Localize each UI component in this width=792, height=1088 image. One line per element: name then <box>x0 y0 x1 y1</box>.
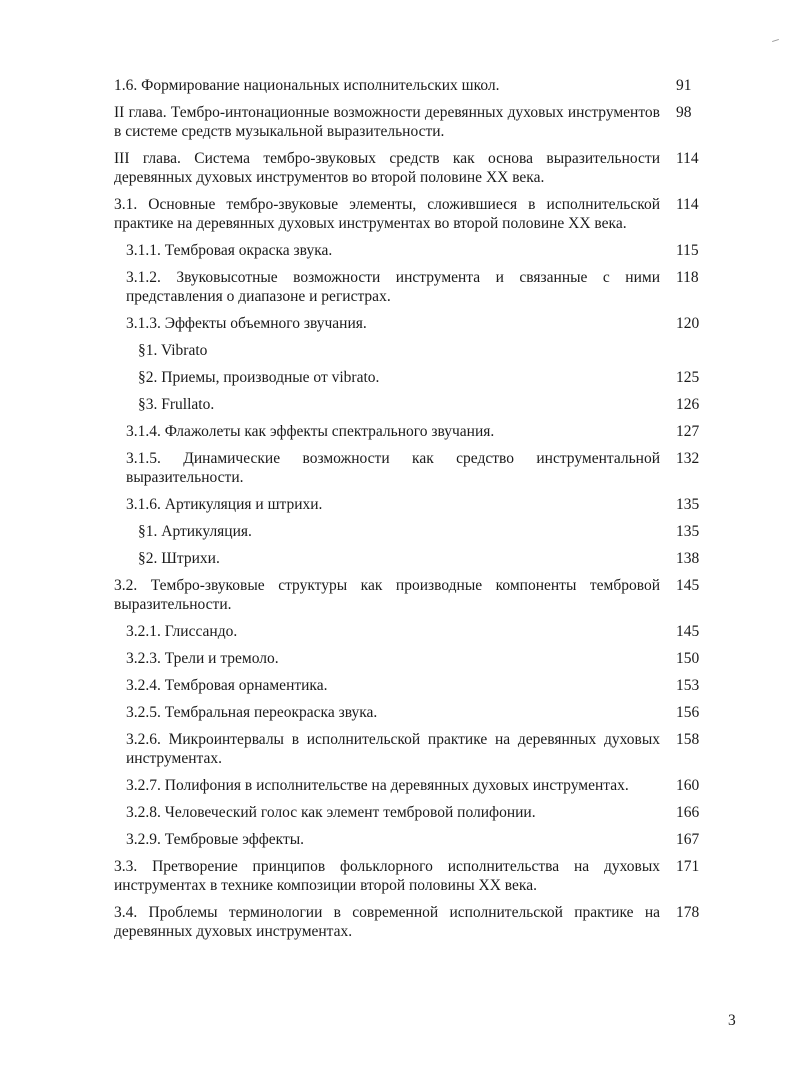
toc-entry-title: 3.1. Основные тембро-звуковые элементы, сложившиеся в исполнительской практике на деревянных духовых инструментах во второй половине XX века. <box>114 196 660 232</box>
toc-entry-page: 145 <box>676 623 700 640</box>
toc-entry-page: 178 <box>676 904 700 921</box>
toc-entry-title: §1. Артикуляция. <box>138 523 252 540</box>
toc-entry <box>114 368 704 387</box>
toc-entry-title: 3.2.4. Тембровая орнаментика. <box>126 677 328 694</box>
toc-entry-page: 135 <box>676 496 700 513</box>
toc-entry <box>114 422 704 441</box>
page-number: 3 <box>728 1012 736 1029</box>
toc-entry-title: 3.1.1. Тембровая окраска звука. <box>126 242 333 259</box>
toc-entry-page: 135 <box>676 523 700 540</box>
toc-entry-page: 166 <box>676 804 700 821</box>
table-of-contents <box>114 76 704 949</box>
toc-entry-title: §3. Frullato. <box>138 396 215 413</box>
toc-entry <box>114 149 704 187</box>
toc-entry-page: 120 <box>676 315 700 332</box>
toc-entry-title: 3.2.8. Человеческий голос как элемент тембровой полифонии. <box>126 804 536 821</box>
toc-entry-title: 1.6. Формирование национальных исполнительских школ. <box>114 77 500 94</box>
toc-entry <box>114 857 704 895</box>
toc-entry <box>114 195 704 233</box>
toc-entry-title: 3.2.9. Тембровые эффекты. <box>126 831 305 848</box>
toc-entry-title: 3.2. Тембро-звуковые структуры как производные компоненты тембровой выразительности. <box>114 577 660 613</box>
toc-entry <box>114 522 704 541</box>
toc-entry-page: 158 <box>676 731 700 748</box>
toc-entry-title: 3.1.6. Артикуляция и штрихи. <box>126 496 323 513</box>
toc-entry <box>114 549 704 568</box>
toc-entry <box>114 395 704 414</box>
toc-entry-page: 98 <box>676 104 692 121</box>
toc-entry-page: 138 <box>676 550 700 567</box>
toc-entry-page: 114 <box>676 150 699 167</box>
toc-entry-title: 3.2.6. Микроинтервалы в исполнительской практике на деревянных духовых инструментах. <box>126 731 660 767</box>
toc-entry-page: 118 <box>676 269 699 286</box>
toc-entry-title: 3.4. Проблемы терминологии в современной исполнительской практике на деревянных духовых инструментах. <box>114 904 660 940</box>
toc-entry <box>114 903 704 941</box>
toc-entry <box>114 268 704 306</box>
toc-entry-page: 167 <box>676 831 700 848</box>
toc-entry <box>114 241 704 260</box>
toc-entry-title: 3.1.3. Эффекты объемного звучания. <box>126 315 367 332</box>
toc-entry <box>114 622 704 641</box>
toc-entry-page: 126 <box>676 396 700 413</box>
toc-entry <box>114 803 704 822</box>
toc-entry-page: 115 <box>676 242 699 259</box>
toc-entry-page: 171 <box>676 858 700 875</box>
toc-entry <box>114 314 704 333</box>
toc-entry-title: 3.3. Претворение принципов фольклорного исполнительства на духовых инструментах в технике композиции второй половины XX века. <box>114 858 660 894</box>
toc-entry <box>114 676 704 695</box>
toc-entry-page: 153 <box>676 677 700 694</box>
toc-entry <box>114 649 704 668</box>
toc-entry-page: 160 <box>676 777 700 794</box>
toc-entry-title: §2. Штрихи. <box>138 550 220 567</box>
toc-entry-page: 125 <box>676 369 700 386</box>
toc-entry-title: 3.2.1. Глиссандо. <box>126 623 238 640</box>
toc-entry-title: 3.1.2. Звуковысотные возможности инструмента и связанные с ними представления о диапазоне и регистрах. <box>126 269 660 305</box>
toc-entry-title: §1. Vibrato <box>138 342 208 359</box>
toc-entry-page: 114 <box>676 196 699 213</box>
toc-entry-title: III глава. Система тембро-звуковых средств как основа выразительности деревянных духовых инструментов во второй половине XX века. <box>114 150 660 186</box>
toc-entry-page: 127 <box>676 423 700 440</box>
toc-entry-page: 150 <box>676 650 700 667</box>
toc-entry-page: 132 <box>676 450 700 467</box>
toc-entry-page: 156 <box>676 704 700 721</box>
toc-entry-title: 3.2.7. Полифония в исполнительстве на деревянных духовых инструментах. <box>126 777 629 794</box>
toc-entry-title: 3.1.4. Флажолеты как эффекты спектрального звучания. <box>126 423 495 440</box>
toc-entry-title: II глава. Тембро-интонационные возможности деревянных духовых инструментов в системе средств музыкальной выразительности. <box>114 104 660 140</box>
toc-entry <box>114 576 704 614</box>
toc-entry <box>114 730 704 768</box>
toc-entry <box>114 776 704 795</box>
toc-entry <box>114 341 704 360</box>
toc-entry-title: 3.2.5. Тембральная переокраска звука. <box>126 704 378 721</box>
toc-entry <box>114 449 704 487</box>
toc-entry-title: §2. Приемы, производные от vibrato. <box>138 369 380 386</box>
toc-entry <box>114 703 704 722</box>
toc-entry <box>114 76 704 95</box>
toc-entry-page: 91 <box>676 77 692 94</box>
toc-entry <box>114 495 704 514</box>
toc-entry-title: 3.1.5. Динамические возможности как средство инструментальной выразительности. <box>126 450 660 486</box>
toc-entry-page: 145 <box>676 577 700 594</box>
scan-mark <box>772 39 779 42</box>
toc-entry-title: 3.2.3. Трели и тремоло. <box>126 650 279 667</box>
toc-entry <box>114 830 704 849</box>
toc-entry <box>114 103 704 141</box>
